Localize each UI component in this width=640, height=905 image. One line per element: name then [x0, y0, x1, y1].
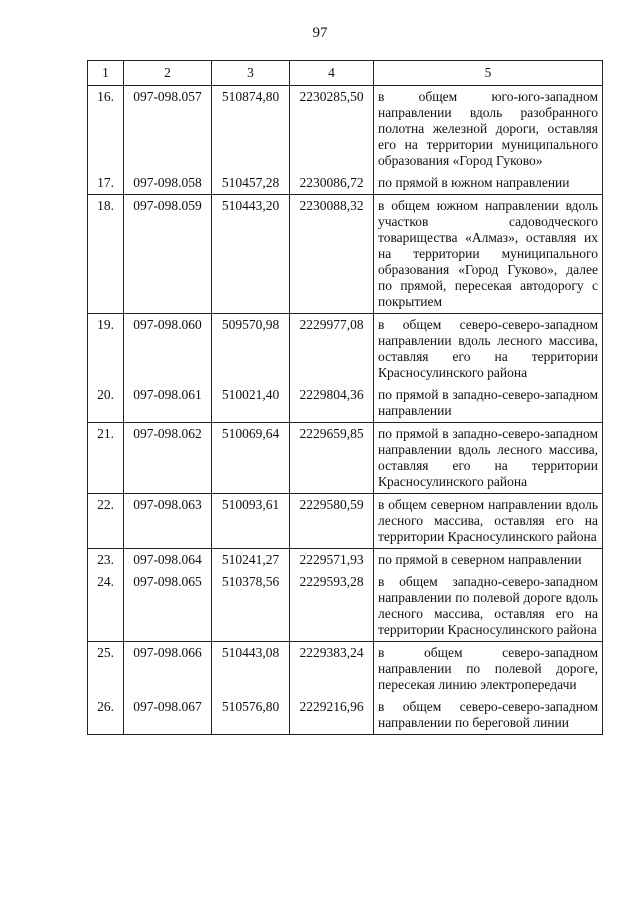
- header-col-4: 4: [290, 61, 374, 86]
- table-row: [88, 642, 603, 697]
- table-row: [88, 86, 603, 173]
- point-code: 097-098.065: [124, 571, 212, 642]
- boundary-description: в общем южном направлении вдоль участков садоводческого товарищества «Алмаз», оставляя их на территории муниципального образования «Город Гуково», далее по прямой, пересекая автодорогу с покрытием: [374, 195, 603, 314]
- table-row: [88, 384, 603, 423]
- point-code: 097-098.058: [124, 172, 212, 195]
- y-coordinate: 2229977,08: [290, 314, 374, 385]
- table-row: [88, 549, 603, 572]
- table-row: [88, 423, 603, 494]
- row-number: 23.: [88, 549, 124, 572]
- table-row: [88, 314, 603, 385]
- row-number: 22.: [88, 494, 124, 549]
- boundary-description: по прямой в южном направлении: [374, 172, 603, 195]
- boundary-description: в общем северо-северо-западном направлении по береговой линии: [374, 696, 603, 735]
- table-row: [88, 696, 603, 735]
- header-col-3: 3: [212, 61, 290, 86]
- x-coordinate: 510874,80: [212, 86, 290, 173]
- header-col-1: 1: [88, 61, 124, 86]
- boundary-description: по прямой в западно-северо-западном направлении вдоль лесного массива, оставляя его на территории Красносулинского района: [374, 423, 603, 494]
- point-code: 097-098.059: [124, 195, 212, 314]
- x-coordinate: 510021,40: [212, 384, 290, 423]
- point-code: 097-098.063: [124, 494, 212, 549]
- x-coordinate: 510378,56: [212, 571, 290, 642]
- point-code: 097-098.064: [124, 549, 212, 572]
- row-number: 17.: [88, 172, 124, 195]
- x-coordinate: 510576,80: [212, 696, 290, 735]
- row-number: 18.: [88, 195, 124, 314]
- boundary-description: по прямой в северном направлении: [374, 549, 603, 572]
- boundary-description: в общем северо-западном направлении по полевой дороге, пересекая линию электропередачи: [374, 642, 603, 697]
- boundary-table: [87, 60, 603, 735]
- y-coordinate: 2229216,96: [290, 696, 374, 735]
- y-coordinate: 2230086,72: [290, 172, 374, 195]
- header-row: [88, 61, 603, 86]
- point-code: 097-098.057: [124, 86, 212, 173]
- x-coordinate: 510241,27: [212, 549, 290, 572]
- table-row: [88, 195, 603, 314]
- point-code: 097-098.062: [124, 423, 212, 494]
- y-coordinate: 2229659,85: [290, 423, 374, 494]
- point-code: 097-098.060: [124, 314, 212, 385]
- x-coordinate: 509570,98: [212, 314, 290, 385]
- x-coordinate: 510457,28: [212, 172, 290, 195]
- y-coordinate: 2229593,28: [290, 571, 374, 642]
- boundary-description: в общем северо-северо-западном направлении вдоль лесного массива, оставляя его на территории Красносулинского района: [374, 314, 603, 385]
- table-row: [88, 571, 603, 642]
- x-coordinate: 510443,20: [212, 195, 290, 314]
- x-coordinate: 510069,64: [212, 423, 290, 494]
- header-col-2: 2: [124, 61, 212, 86]
- point-code: 097-098.066: [124, 642, 212, 697]
- row-number: 25.: [88, 642, 124, 697]
- point-code: 097-098.061: [124, 384, 212, 423]
- boundary-description: по прямой в западно-северо-западном направлении: [374, 384, 603, 423]
- table-row: [88, 494, 603, 549]
- y-coordinate: 2230088,32: [290, 195, 374, 314]
- boundary-description: в общем юго-юго-западном направлении вдоль разобранного полотна железной дороги, оставляя его на территории муниципального образования «Город Гуково»: [374, 86, 603, 173]
- boundary-description: в общем северном направлении вдоль лесного массива, оставляя его на территории Красносулинского района: [374, 494, 603, 549]
- point-code: 097-098.067: [124, 696, 212, 735]
- row-number: 16.: [88, 86, 124, 173]
- row-number: 19.: [88, 314, 124, 385]
- y-coordinate: 2229804,36: [290, 384, 374, 423]
- table-row: [88, 172, 603, 195]
- y-coordinate: 2230285,50: [290, 86, 374, 173]
- row-number: 24.: [88, 571, 124, 642]
- row-number: 21.: [88, 423, 124, 494]
- y-coordinate: 2229383,24: [290, 642, 374, 697]
- boundary-description: в общем западно-северо-западном направлении по полевой дороге вдоль лесного массива, оставляя его на территории Красносулинского района: [374, 571, 603, 642]
- row-number: 20.: [88, 384, 124, 423]
- header-col-5: 5: [374, 61, 603, 86]
- row-number: 26.: [88, 696, 124, 735]
- x-coordinate: 510443,08: [212, 642, 290, 697]
- y-coordinate: 2229571,93: [290, 549, 374, 572]
- y-coordinate: 2229580,59: [290, 494, 374, 549]
- x-coordinate: 510093,61: [212, 494, 290, 549]
- page-number: 97: [312, 25, 328, 41]
